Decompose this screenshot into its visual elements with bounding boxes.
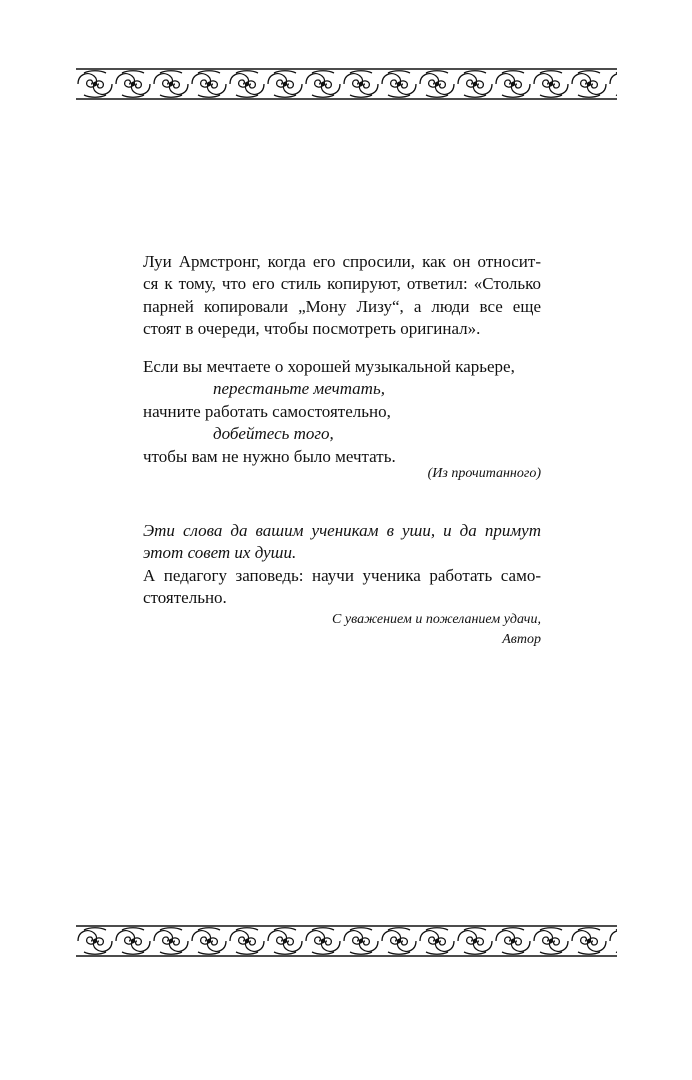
quote-line: Луи Армстронг, когда его спросили, как он относит- [143, 252, 541, 271]
wish-paragraph [143, 520, 541, 610]
verse-line-italic: добейтесь того, [213, 424, 334, 444]
signature-author: Автор [502, 632, 541, 647]
wish-line-italic: этот совет их души. [143, 543, 297, 563]
armstrong-quote-paragraph [143, 251, 541, 341]
verse-line: чтобы вам не нужно было мечтать. [143, 446, 396, 466]
ornament-top-svg [76, 68, 617, 100]
dream-verse [143, 356, 541, 468]
verse-source [143, 464, 541, 484]
ornament-bottom-svg [76, 925, 617, 957]
verse-source-text: (Из прочитанного) [427, 466, 541, 481]
wish-line-italic: Эти слова да вашим ученикам в уши, и да примут [143, 521, 541, 540]
verse-line: начните работать самостоятельно, [143, 401, 391, 421]
quote-line: парней копировали „Мону Лизу“, а люди все еще [143, 296, 541, 316]
wish-line: стоятельно. [143, 588, 227, 608]
verse-line-italic: перестаньте мечтать, [213, 379, 385, 399]
ornamental-border-bottom [76, 925, 617, 957]
verse-line: Если вы мечтаете о хорошей музыкальной карьере, [143, 357, 515, 376]
wish-line: А педагогу заповедь: научи ученика работать само- [143, 565, 541, 585]
quote-line: стоят в очереди, чтобы посмотреть оригинал». [143, 319, 481, 339]
ornamental-border-top [76, 68, 617, 100]
quote-line: ся к тому, что его стиль копируют, ответил: «Столько [143, 274, 541, 294]
signature-block [143, 610, 541, 650]
signature-greeting: С уважением и пожеланием удачи, [332, 612, 541, 627]
